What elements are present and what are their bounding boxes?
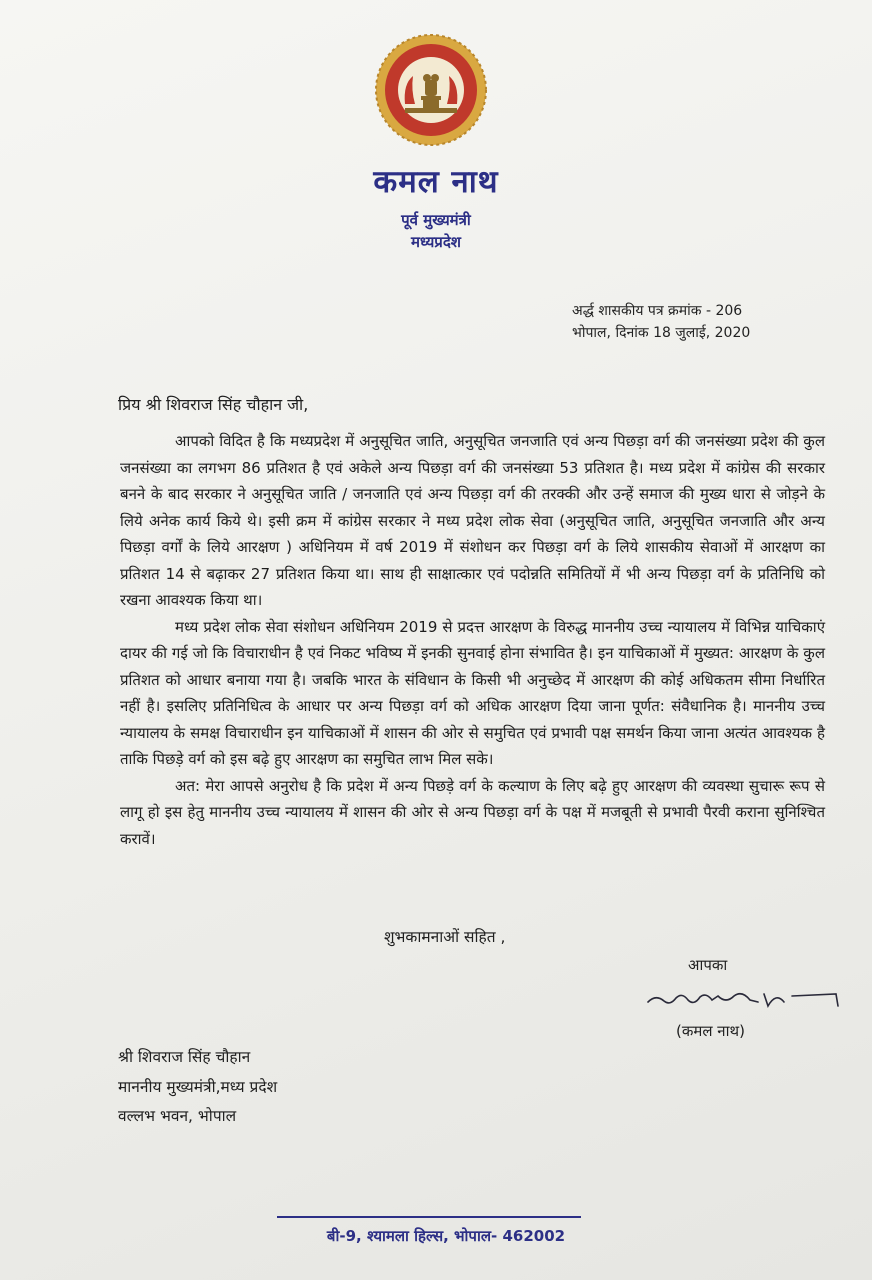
addressee-address: वल्लभ भवन, भोपाल [118,1107,237,1125]
salutation: प्रिय श्री शिवराज सिंह चौहान जी, [118,395,309,414]
footer-address: बी-9, श्यामला हिल्स, भोपाल- 462002 [326,1227,566,1245]
closing-greeting: शुभकामनाओं सहित , [384,928,506,946]
letterhead-name: कमल नाथ [373,164,499,200]
letterhead-state: मध्यप्रदेश [410,233,461,251]
letterhead-designation: पूर्व मुख्यमंत्री [401,211,471,229]
state-emblem-seal [375,34,487,146]
signatory-name: (कमल नाथ) [676,1022,745,1040]
body-paragraph: अत: मेरा आपसे अनुरोध है कि प्रदेश में अन्य पिछड़े वर्ग के कल्याण के लिए बढ़े हुए आरक्षण की व्यवस्था सुचारू रूप से लागू हो इस हेतु माननीय उच्च न्यायालय में शासन की ओर से अन्य पिछड़ा वर्ग के पक्ष में मजबूती से प्रभावी पैरवी कराना सुनिश्चित करावें। [120,776,825,848]
closing-yours: आपका [688,956,728,974]
addressee-title: माननीय मुख्यमंत्री,मध्य प्रदेश [118,1078,278,1096]
body-paragraph: मध्य प्रदेश लोक सेवा संशोधन अधिनियम 2019 से प्रदत्त आरक्षण के विरुद्ध माननीय उच्च न्यायालय में विभिन्न याचिकाएं दायर की गई जो कि विचाराधीन है एवं निकट भविष्य में इनकी सुनवाई होना संभावित है। इन याचिकाओं में मुख्यत: आरक्षण के कुल प्रतिशत को आधार बनाया गया है। जबकि भारत के संविधान के किसी भी अनुच्छेद में आरक्षण की कोई अधिकतम सीमा निर्धारित नहीं है। इसलिए प्रतिनिधित्व के आधार पर अन्य पिछड़ा वर्ग को अधिक आरक्षण दिया जाना पूर्णत: संवैधानिक है। माननीय उच्च न्यायालय के समक्ष विचाराधीन इन याचिकाओं में शासन की ओर से समुचित एवं प्रभावी पक्ष समर्थन किया जाना अत्यंत आवश्यक है ताकि पिछड़े वर्ग को इस बढ़े हुए आरक्षण का समुचित लाभ मिल सके। [120,617,825,768]
letter-reference-number: अर्द्ध शासकीय पत्र क्रमांक - 206 [572,303,743,319]
handwritten-signature [646,984,846,1014]
seal-base-band [405,108,457,113]
footer-divider [277,1216,581,1218]
addressee-name: श्री शिवराज सिंह चौहान [118,1048,251,1066]
letter-body [120,428,825,852]
letter-place-date: भोपाल, दिनांक 18 जुलाई, 2020 [572,325,751,341]
body-paragraph: आपको विदित है कि मध्यप्रदेश में अनुसूचित जाति, अनुसूचित जनजाति एवं अन्य पिछड़ा वर्ग की जनसंख्या प्रदेश की कुल जनसंख्या का लगभग 86 प्रतिशत है एवं अकेले अन्य पिछड़ा वर्ग की जनसंख्या 53 प्रतिशत है। मध्य प्रदेश में कांग्रेस की सरकार बनने के बाद सरकार ने अनुसूचित जाति / जनजाति एवं अन्य पिछड़ा वर्ग की तरक्की और उन्हें समाज की मुख्य धारा से जोड़ने के लिये अनेक कार्य किये थे। इसी क्रम में कांग्रेस सरकार ने मध्य प्रदेश लोक सेवा (अनुसूचित जाति, अनुसूचित जनजाति और अन्य पिछड़ा वर्गों के लिये आरक्षण ) अधिनियम में वर्ष 2019 में संशोधन कर पिछड़ा वर्ग के लिये शासकीय सेवाओं में आरक्षण का प्रतिशत 14 से बढ़ाकर 27 प्रतिशत किया था। साथ ही साक्षात्कार एवं पदोन्नति समितियों में भी अन्य पिछड़ा वर्ग के प्रतिनिधि को रखना आवश्यक किया था। [120,432,825,609]
